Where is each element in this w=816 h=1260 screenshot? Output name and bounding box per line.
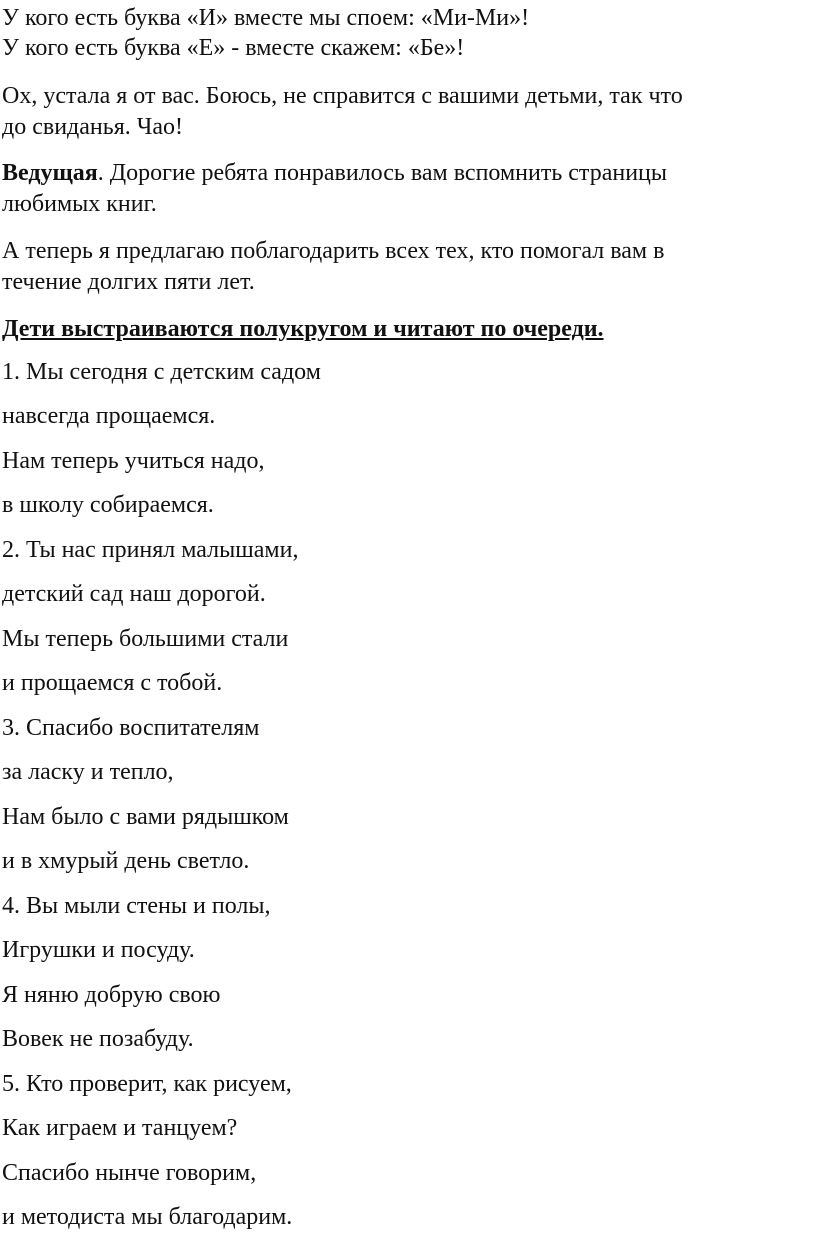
poem-line: 4. Вы мыли стены и полы, bbox=[2, 893, 271, 919]
poem-line: Мы теперь большими стали bbox=[2, 626, 289, 652]
paragraph-2-line-2: любимых книг. bbox=[2, 191, 157, 217]
poem-line: Игрушки и посуду. bbox=[2, 937, 195, 963]
poem-line: 3. Спасибо воспитателям bbox=[2, 715, 260, 741]
poem-line: 5. Кто проверит, как рисуем, bbox=[2, 1071, 292, 1097]
poem-line: Спасибо нынче говорим, bbox=[2, 1160, 257, 1186]
paragraph-3-line-1: А теперь я предлагаю поблагодарить всех тех, кто помогал вам в bbox=[2, 238, 665, 264]
paragraph-2-line-1 bbox=[2, 159, 667, 187]
intro-line-2: У кого есть буква «Е» - вместе скажем: «Бе»! bbox=[2, 35, 465, 61]
poem-line: 2. Ты нас принял малышами, bbox=[2, 537, 299, 563]
speaker-label: Ведущая bbox=[2, 160, 98, 186]
paragraph-1-line-1: Ох, устала я от вас. Боюсь, не справится с вашими детьми, так что bbox=[2, 83, 683, 109]
paragraph-1-line-2: до свиданья. Чао! bbox=[2, 114, 183, 140]
stage-direction: Дети выстраиваются полукругом и читают по очереди. bbox=[2, 316, 604, 342]
poem-line: навсегда прощаемся. bbox=[2, 403, 216, 429]
poem-line: и методиста мы благодарим. bbox=[2, 1204, 293, 1230]
poem-line: 1. Мы сегодня с детским садом bbox=[2, 359, 321, 385]
paragraph-3-line-2: течение долгих пяти лет. bbox=[2, 269, 255, 295]
poem-line: за ласку и тепло, bbox=[2, 759, 174, 785]
poem-line: в школу собираемся. bbox=[2, 492, 214, 518]
poem-line: Нам было с вами рядышком bbox=[2, 804, 289, 830]
poem-line: Вовек не позабуду. bbox=[2, 1026, 194, 1052]
poem-line: и в хмурый день светло. bbox=[2, 848, 250, 874]
paragraph-2-text: . Дорогие ребята понравилось вам вспомнить страницы bbox=[97, 160, 668, 186]
poem-line: Я няню добрую свою bbox=[2, 982, 221, 1008]
poem-line: детский сад наш дорогой. bbox=[2, 581, 266, 607]
intro-line-1: У кого есть буква «И» вместе мы споем: «Ми-Ми»! bbox=[2, 5, 530, 31]
poem-line: Как играем и танцуем? bbox=[2, 1115, 238, 1141]
poem-line: Нам теперь учиться надо, bbox=[2, 448, 265, 474]
poem-line: и прощаемся с тобой. bbox=[2, 670, 223, 696]
